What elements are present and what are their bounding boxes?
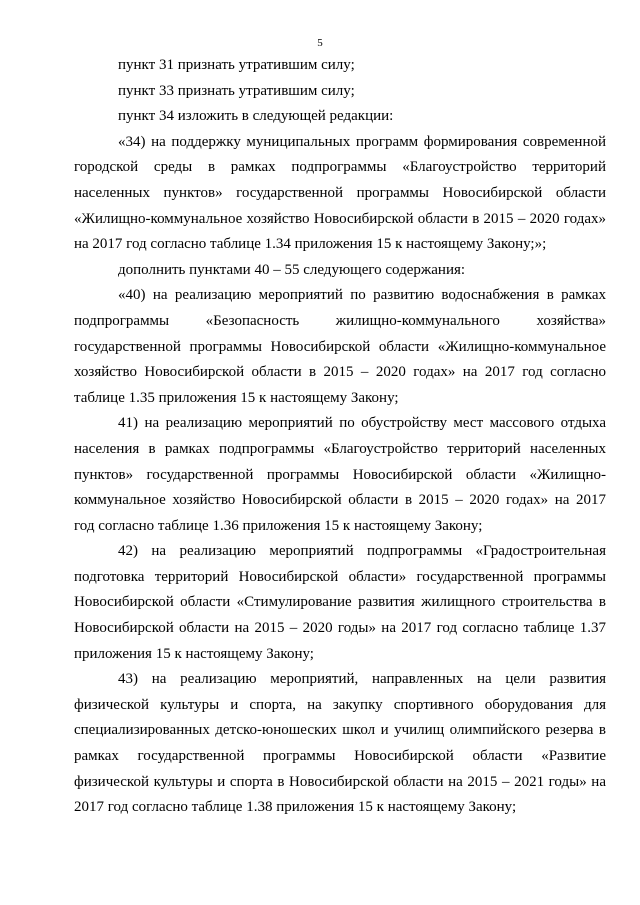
text-line: государственной программы Новосибирской области «Жилищно-коммунальное bbox=[74, 338, 606, 355]
text-line: 42) на реализацию мероприятий подпрограммы «Градостроительная bbox=[118, 543, 606, 560]
text-line: 41) на реализацию мероприятий по обустройству мест массового отдыха bbox=[118, 415, 606, 432]
text-line: рамках государственной программы Новосибирской области «Развитие bbox=[74, 748, 606, 765]
paragraph bbox=[74, 262, 606, 288]
text-line: на 2017 год согласно таблице 1.34 приложения 15 к настоящему Закону;»; bbox=[74, 236, 547, 253]
text-line: год согласно таблице 1.36 приложения 15 к настоящему Закону; bbox=[74, 517, 483, 534]
text-line: 2017 год согласно таблице 1.38 приложения 15 к настоящему Закону; bbox=[74, 799, 517, 816]
text-line: хозяйство Новосибирской области в 2015 – 2020 годах» на 2017 год согласно bbox=[74, 364, 606, 381]
text-line: «Жилищно-коммунальное хозяйство Новосибирской области в 2015 – 2020 годах» bbox=[74, 210, 606, 227]
paragraph bbox=[74, 134, 606, 262]
text-line: приложения 15 к настоящему Закону; bbox=[74, 645, 314, 662]
paragraph bbox=[74, 287, 606, 415]
text-line: пункт 33 признать утратившим силу; bbox=[118, 82, 355, 99]
text-line: пункт 34 изложить в следующей редакции: bbox=[118, 108, 394, 125]
text-line: подготовка территорий Новосибирской области» государственной программы bbox=[74, 568, 606, 585]
paragraph bbox=[74, 543, 606, 671]
page-number: 5 bbox=[317, 37, 323, 49]
paragraph bbox=[74, 108, 606, 134]
text-line: «34) на поддержку муниципальных программ формирования современной bbox=[118, 133, 606, 150]
text-line: пункт 31 признать утратившим силу; bbox=[118, 57, 355, 73]
text-line: пунктов» государственной программы Новосибирской области «Жилищно- bbox=[74, 466, 606, 483]
text-line: дополнить пунктами 40 – 55 следующего содержания: bbox=[118, 261, 466, 278]
text-line: населенных пунктов» государственной программы Новосибирской области bbox=[74, 184, 606, 201]
text-line: физической культуры и спорта в Новосибирской области на 2015 – 2021 годы» на bbox=[74, 773, 606, 790]
text-line: Новосибирской области на 2015 – 2020 годы» на 2017 год согласно таблице 1.37 bbox=[74, 620, 606, 637]
text-line: таблице 1.35 приложения 15 к настоящему Закону; bbox=[74, 389, 399, 406]
document-body bbox=[74, 57, 606, 825]
paragraph bbox=[74, 415, 606, 543]
paragraph bbox=[74, 671, 606, 825]
text-line: «40) на реализацию мероприятий по развитию водоснабжения в рамках bbox=[118, 287, 606, 304]
text-line: Новосибирской области «Стимулирование развития жилищного строительства в bbox=[74, 594, 606, 611]
text-line: специализированных детско-юношеских школ и училищ олимпийского резерва в bbox=[74, 722, 606, 739]
text-line: городской среды в рамках подпрограммы «Благоустройство территорий bbox=[74, 159, 606, 176]
text-line: подпрограммы «Безопасность жилищно-коммунального хозяйства» bbox=[74, 312, 606, 329]
text-line: 43) на реализацию мероприятий, направленных на цели развития bbox=[118, 671, 606, 688]
text-line: населения в рамках подпрограммы «Благоустройство территорий населенных bbox=[74, 440, 606, 457]
paragraph bbox=[74, 57, 606, 83]
text-line: коммунальное хозяйство Новосибирской области в 2015 – 2020 годах» на 2017 bbox=[74, 492, 606, 509]
paragraph bbox=[74, 83, 606, 109]
text-line: физической культуры и спорта, на закупку спортивного оборудования для bbox=[74, 696, 606, 713]
